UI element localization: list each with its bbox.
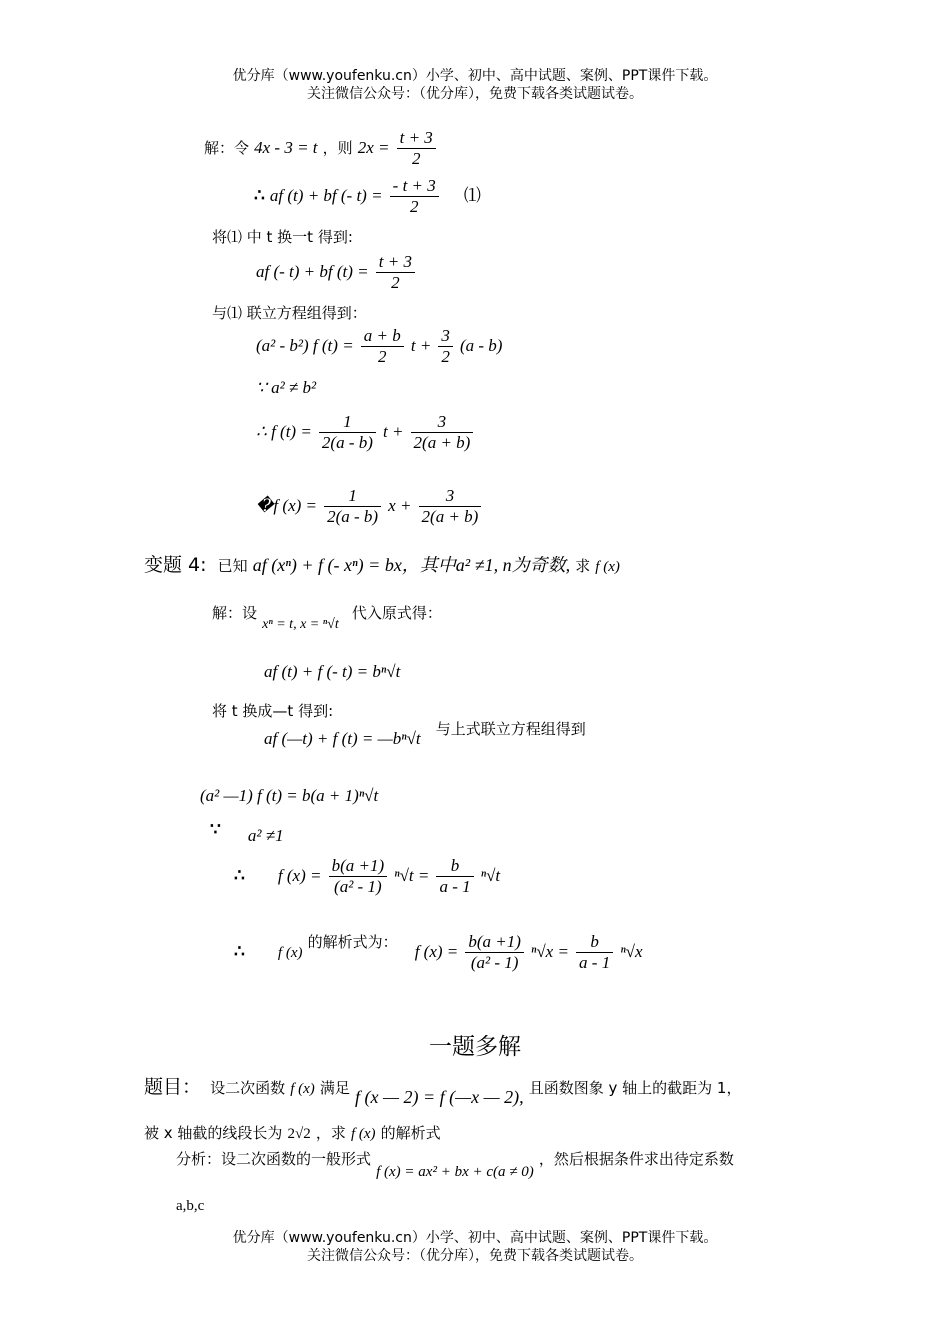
- sol1-eq3-lhs: (a² - b²) f (t) =: [256, 336, 354, 355]
- sol1-eq1-den: 2: [409, 197, 419, 216]
- problem-line2-a: 被 x 轴截的线段长为: [144, 1124, 283, 1142]
- variant4-eq5-num2: b: [576, 932, 613, 953]
- variant4-heading: [144, 550, 620, 577]
- sol1-tag1: ⑴: [463, 186, 481, 205]
- sol1-eq4-lhs: ∴ f (t) =: [256, 422, 312, 441]
- sol1-eq5-mid: x +: [388, 496, 412, 515]
- variant4-sol-intro-line: [212, 602, 442, 632]
- analysis-formula: f (x) = ax² + bx + c(a ≠ 0): [376, 1164, 534, 1180]
- variant4-eq2-line: [264, 720, 586, 749]
- footer-line-2: 关注微信公众号：（优分库），免费下载各类试题试卷。: [307, 1248, 643, 1264]
- variant4-eq2-text: 与上式联立方程组得到: [435, 720, 586, 738]
- analysis-b: ，然后根据条件求出待定系数: [538, 1150, 734, 1168]
- variant4-eq5-tail: ⁿ√x: [620, 942, 643, 961]
- sol1-eq3-den: 2: [378, 347, 387, 366]
- variant4-known: 已知: [217, 557, 248, 575]
- variant4-eq5-den: (a² - 1): [470, 953, 519, 972]
- sol1-eq1-num: - t + 3: [390, 176, 439, 197]
- sol1-eq3-mid: t +: [410, 336, 432, 355]
- variant4-condition: af (xⁿ) + f (- xⁿ) = bx，其中a² ≠1, n为奇数,: [252, 555, 571, 575]
- variant4-because: ∵: [210, 820, 221, 839]
- variant4-eq4-den2: a - 1: [439, 877, 471, 896]
- variant4-therefore: ∴: [234, 866, 245, 885]
- sol1-eq4-den2: 2(a + b): [413, 433, 471, 452]
- variant4-sol-sub-text: 代入原式得：: [351, 604, 442, 622]
- therefore-symbol: ∴: [254, 186, 265, 205]
- sol1-eq3-den2: 2: [441, 347, 450, 366]
- variant4-eq3: (a² —1) f (t) = b(a + 1)ⁿ√t: [200, 786, 379, 805]
- variant4-because-line: [210, 820, 284, 845]
- problem-line-1: [144, 1072, 742, 1107]
- sol1-eq5-lhs: �f (x) =: [256, 496, 317, 515]
- sol1-eq4: [256, 412, 475, 453]
- variant4-ask-fx: f (x): [595, 559, 620, 575]
- analysis-a: 分析：设二次函数的一般形式: [176, 1150, 372, 1168]
- sol1-eq5-den2: 2(a + b): [421, 507, 479, 526]
- variant4-replace-text: 将 t 换成—t 得到:: [212, 702, 334, 720]
- sol1-eq4-mid: t +: [382, 422, 404, 441]
- sol1-eq5: [256, 486, 483, 527]
- problem-line2-e: 的解析式: [380, 1124, 441, 1142]
- variant4-eq4: [234, 856, 500, 897]
- variant4-eq4-lhs: f (x) =: [277, 866, 322, 885]
- sol1-lhs2x: 2x =: [357, 138, 390, 157]
- problem-text-3: 且函数图象 y 轴上的截距为 1，: [528, 1079, 742, 1097]
- variant4-label: 变题 4:: [144, 554, 207, 576]
- sol1-eq2: [256, 252, 417, 293]
- sol1-eq2-num: t + 3: [376, 252, 415, 273]
- problem-line2-d: f (x): [350, 1126, 376, 1142]
- sol1-eq1-lhs: af (t) + bf (- t) =: [269, 186, 383, 205]
- header-line-2: 关注微信公众号：（优分库），免费下载各类试题试卷。: [307, 86, 643, 102]
- problem-condition: f (x — 2) = f (—x — 2),: [355, 1087, 524, 1107]
- footer-line-1: 优分库（www.youfenku.cn）小学、初中、高中试题、案例、PPT课件下载。: [232, 1230, 718, 1246]
- variant4-final-fx: f (x): [277, 945, 303, 961]
- sol1-eq4-num2: 3: [411, 412, 474, 433]
- variant4-eq1: af (t) + f (- t) = bⁿ√t: [264, 662, 401, 681]
- analysis-coefficients: a,b,c: [176, 1198, 205, 1214]
- sol1-eq2-lhs: af (- t) + bf (t) =: [256, 262, 369, 281]
- variant4-eq5-num: b(a +1): [465, 932, 524, 953]
- variant4-eq5-lhs: f (x) =: [414, 942, 459, 961]
- sol1-eq2-den: 2: [391, 273, 400, 292]
- problem-fx: f (x): [290, 1081, 315, 1097]
- header-line-1: 优分库（www.youfenku.cn）小学、初中、高中试题、案例、PPT课件下载。: [232, 68, 718, 84]
- sol1-eq3-num2: 3: [438, 326, 453, 347]
- sol1-eq1: [254, 176, 481, 217]
- analysis-line: [176, 1148, 734, 1180]
- variant4-eq4-mid: ⁿ√t =: [394, 866, 430, 885]
- variant4-sol-intro: 解：设: [212, 604, 258, 622]
- sol1-eq3-tail: (a - b): [459, 336, 503, 355]
- section-title: 一题多解: [429, 1034, 521, 1060]
- sol1-eq5-den: 2(a - b): [327, 507, 379, 526]
- variant4-eq4-num2: b: [436, 856, 473, 877]
- sol1-eq3: [256, 326, 502, 367]
- problem-text-1: 设二次函数: [210, 1079, 286, 1097]
- problem-line2-c: ，求: [315, 1124, 346, 1142]
- variant4-eq5-mid: ⁿ√x =: [531, 942, 569, 961]
- sol1-then: ，则: [322, 139, 353, 157]
- sol1-combine-text: 与⑴ 联立方程组得到：: [212, 304, 367, 322]
- variant4-therefore2: ∴: [234, 942, 245, 961]
- sol1-line-1: [204, 128, 438, 169]
- variant4-eq4-num: b(a +1): [329, 856, 388, 877]
- problem-line2-b: 2√2: [287, 1126, 311, 1142]
- sol1-eq5-num2: 3: [419, 486, 482, 507]
- variant4-eq4-den: (a² - 1): [334, 877, 382, 896]
- problem-text-2: 满足: [319, 1079, 350, 1097]
- variant4-sol-sub: xⁿ = t, x = ⁿ√t: [262, 617, 339, 632]
- variant4-because-expr: a² ≠1: [247, 826, 284, 845]
- problem-line-2: [144, 1122, 441, 1143]
- variant4-eq5-den2: a - 1: [579, 953, 611, 972]
- sol1-eq4-num: 1: [319, 412, 376, 433]
- variant4-final-text: 的解析式为：: [307, 933, 398, 951]
- sol1-let: 4x - 3 = t: [254, 138, 318, 157]
- sol1-because: ∵ a² ≠ b²: [256, 378, 317, 397]
- variant4-ask: 求: [575, 557, 591, 575]
- variant4-eq4-tail: ⁿ√t: [480, 866, 501, 885]
- sol1-eq3-num: a + b: [361, 326, 404, 347]
- sol1-replace-text: 将⑴ 中 t 换一t 得到:: [212, 228, 353, 246]
- sol1-intro: 解：令: [204, 139, 250, 157]
- problem-label: 题目：: [144, 1076, 202, 1098]
- variant4-eq5: [234, 932, 643, 973]
- sol1-frac-den: 2: [411, 149, 421, 168]
- sol1-frac-num: t + 3: [397, 128, 436, 149]
- variant4-eq2: af (—t) + f (t) = —bⁿ√t: [264, 729, 421, 748]
- sol1-eq4-den: 2(a - b): [321, 433, 373, 452]
- sol1-eq5-num: 1: [324, 486, 381, 507]
